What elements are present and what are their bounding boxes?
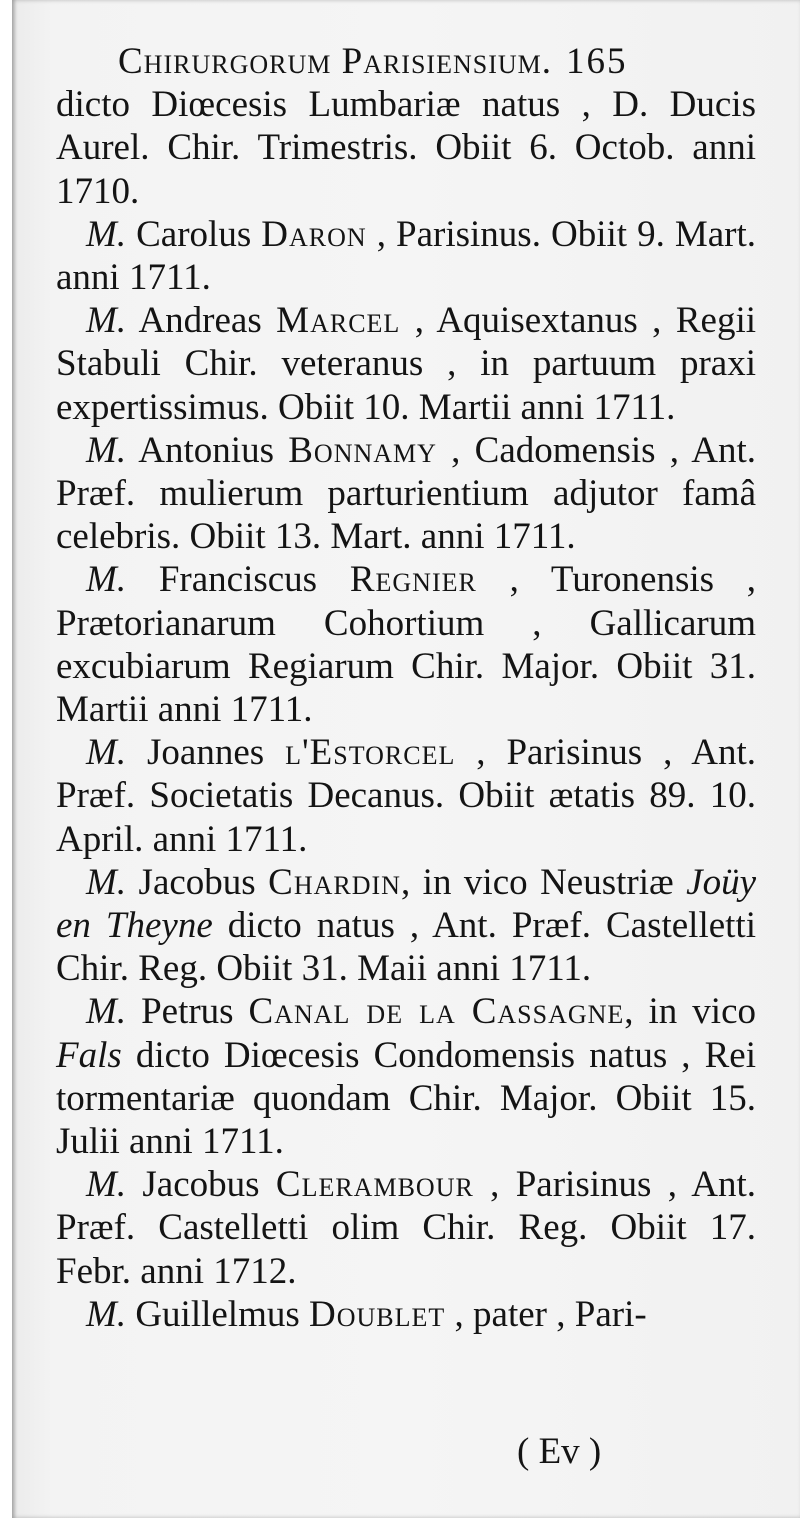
surname: Bonnamy <box>288 429 437 471</box>
page-number: 165 <box>566 41 628 82</box>
entry-regnier: M. Franciscus Regnier , Turonensis , Prætorianarum Cohortium , Gallicarum excubiarum Regiarum Chir. Major. Obiit 31. Martii anni 1711. <box>56 559 757 731</box>
entry-chardin: M. Jacobus Chardin, in vico Neustriæ Joüy en Theyne dicto natus , Ant. Præf. Castelletti Chir. Reg. Obiit 31. Maii anni 1711. <box>56 861 757 990</box>
surname: Chardin <box>268 861 401 903</box>
running-head <box>56 40 756 83</box>
surname: Daron <box>261 213 367 255</box>
place-name: Fals <box>56 1034 122 1076</box>
entry-doublet: M. Guillelmus Doublet , pater , Pari- <box>86 1293 647 1335</box>
entry-bonnamy: M. Antonius Bonnamy , Cadomensis , Ant. Præf. mulierum parturientium adjutor famâ celebris. Obiit 13. Mart. anni 1711. <box>56 429 757 558</box>
surname: Doublet <box>309 1293 446 1335</box>
entry-clerambour: M. Jacobus Clerambour , Parisinus , Ant. Præf. Castelletti olim Chir. Reg. Obiit 17. Febr. anni 1712. <box>56 1164 757 1292</box>
entry-daron: M. Carolus Daron , Parisinus. Obiit 9. Mart. anni 1711. <box>56 213 757 299</box>
place-name: Joüy en Theyne <box>56 861 757 947</box>
surname: Regnier <box>349 559 477 601</box>
entry-marcel: M. Andreas Marcel , Aquisextanus , Regii Stabuli Chir. veteranus , in partuum praxi expertissimus. Obiit 10. Martii anni 1711. <box>56 300 757 428</box>
signature-mark: ( Ev ) <box>517 1431 602 1472</box>
entry-lestorcel: M. Joannes l'Estorcel , Parisinus , Ant. Præf. Societatis Decanus. Obiit ætatis 89. 10. April. anni 1711. <box>56 732 756 860</box>
entry-canal: M. Petrus Canal de la Cassagne, in vico Fals dicto Diœcesis Condomensis natus , Rei tormentariæ quondam Chir. Major. Obiit 15. Julii anni 1711. <box>56 991 756 1163</box>
surname: Clerambour <box>275 1164 474 1206</box>
book-page <box>12 0 800 1518</box>
surname: Marcel <box>276 300 401 342</box>
running-head-title: Chirurgorum Parisiensium. <box>118 41 553 82</box>
entry-continuation: dicto Diœcesis Lumbariæ natus , D. Ducis Aurel. Chir. Trimestris. Obiit 6. Octob. anni 1710. <box>56 84 756 212</box>
page-text-block <box>56 40 756 1336</box>
surname: Canal de la Cassagne <box>248 991 625 1033</box>
surname: l'Estorcel <box>285 732 456 774</box>
